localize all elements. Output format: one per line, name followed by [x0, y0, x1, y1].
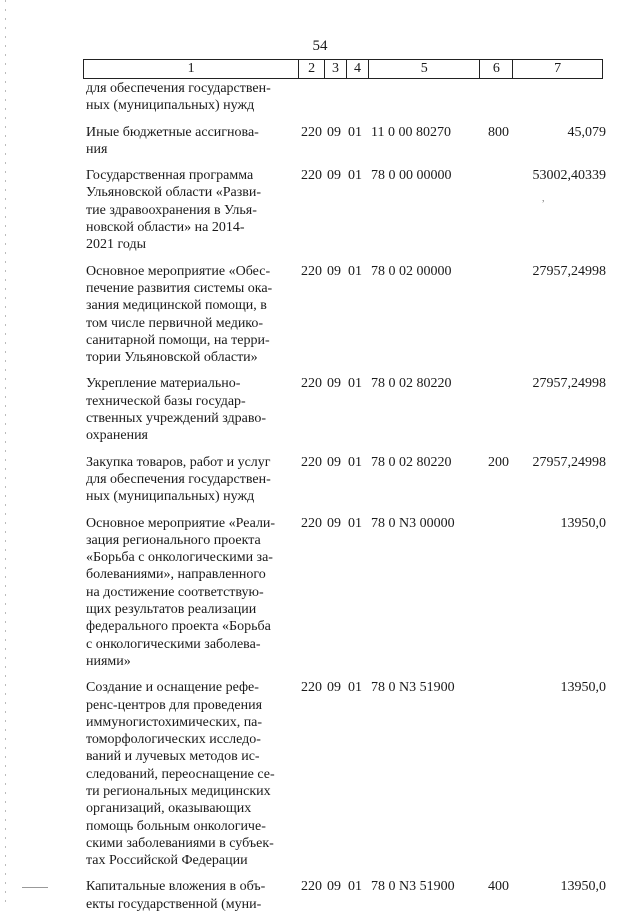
description-line: ственных учреждений здраво- [86, 411, 266, 427]
description-line: тие здравоохранения в Улья- [86, 202, 257, 218]
ministry-code: 220 [301, 515, 322, 531]
description-line: Основное мероприятие «Обес- [86, 263, 271, 279]
description-line: Закупка товаров, работ и услуг [86, 454, 271, 470]
description-line: тах Российской Федерации [86, 853, 248, 869]
subsection-code: 01 [348, 680, 362, 696]
description-line: томорфологических исследо- [86, 732, 261, 748]
row-gap [86, 869, 606, 878]
ministry-code: 220 [301, 680, 322, 696]
table-row [86, 167, 606, 253]
table-row [86, 263, 606, 367]
description-line: для обеспечения государствен- [86, 471, 271, 487]
expense-type-code: 200 [488, 454, 509, 470]
amount: 27957,24998 [532, 454, 606, 470]
description-line: зания медицинской помощи, в [86, 298, 267, 314]
target-article-code: 11 0 00 80270 [371, 124, 451, 140]
section-code: 09 [327, 680, 341, 696]
row-description [86, 124, 298, 159]
amount: 53002,40339 [532, 168, 606, 184]
target-article-code: 78 0 N3 51900 [371, 879, 455, 895]
target-article-code: 78 0 N3 00000 [371, 515, 455, 531]
row-gap [86, 366, 606, 375]
section-code: 09 [327, 168, 341, 184]
target-article-code: 78 0 02 80220 [371, 376, 452, 392]
description-line: «Борьба с онкологическими за- [86, 550, 273, 566]
row-description [86, 878, 298, 913]
section-code: 09 [327, 263, 341, 279]
description-line: Ульяновской области «Разви- [86, 185, 262, 201]
ministry-code: 220 [301, 376, 322, 392]
description-line: ваний и лучевых методов ис- [86, 749, 260, 765]
budget-table-body [86, 80, 606, 913]
description-line: ти региональных медицинских [86, 783, 271, 799]
section-code: 09 [327, 124, 341, 140]
column-number: 3 [325, 60, 347, 78]
description-line: санитарной помощи, на терри- [86, 332, 270, 348]
description-line: Основное мероприятие «Реали- [86, 515, 276, 531]
row-description [86, 167, 298, 253]
page-edge [5, 0, 6, 905]
description-line: ния [86, 141, 108, 157]
description-line: на достижение соответствую- [86, 584, 264, 600]
description-line: 2021 годы [86, 237, 147, 253]
description-line: том числе первичной медико- [86, 315, 264, 331]
ministry-code: 220 [301, 168, 322, 184]
amount: 13950,0 [560, 515, 606, 531]
amount: 27957,24998 [532, 263, 606, 279]
table-row [86, 515, 606, 671]
description-line: печение развития системы ока- [86, 280, 273, 296]
amount: 27957,24998 [532, 376, 606, 392]
table-row [86, 454, 606, 506]
row-description [86, 80, 298, 115]
description-line: ниями» [86, 653, 131, 669]
amount: 45,079 [567, 124, 606, 140]
amount: 13950,0 [560, 879, 606, 895]
section-code: 09 [327, 515, 341, 531]
description-line: технической базы государ- [86, 393, 246, 409]
description-line: для обеспечения государствен- [86, 81, 271, 96]
expense-type-code: 400 [488, 879, 509, 895]
ministry-code: 220 [301, 454, 322, 470]
ministry-code: 220 [301, 124, 322, 140]
description-line: болеваниями», направленного [86, 567, 266, 583]
row-description [86, 375, 298, 444]
subsection-code: 01 [348, 168, 362, 184]
column-number: 1 [84, 60, 299, 78]
description-line: ных (муниципальных) нужд [86, 98, 255, 114]
column-number: 7 [554, 61, 562, 76]
stray-mark: , [542, 193, 545, 204]
row-gap [86, 158, 606, 167]
column-number: 6 [480, 60, 513, 78]
description-line: скими заболеваниями в субъек- [86, 835, 274, 851]
target-article-code: 78 0 00 00000 [371, 168, 452, 184]
target-article-code: 78 0 N3 51900 [371, 680, 455, 696]
target-article-code: 78 0 02 00000 [371, 263, 452, 279]
subsection-code: 01 [348, 124, 362, 140]
description-line: тории Ульяновской области» [86, 350, 258, 366]
subsection-code: 01 [348, 879, 362, 895]
table-row [86, 80, 606, 115]
description-line: щих результатов реализации [86, 602, 257, 618]
row-description [86, 454, 298, 506]
description-line: организаций, оказывающих [86, 801, 252, 817]
table-row [86, 124, 606, 159]
column-number: 4 [347, 60, 369, 78]
row-gap [86, 115, 606, 124]
row-gap [86, 670, 606, 679]
description-line: Иные бюджетные ассигнова- [86, 124, 259, 140]
ministry-code: 220 [301, 879, 322, 895]
table-row [86, 375, 606, 444]
section-code: 09 [327, 879, 341, 895]
table-row [86, 679, 606, 869]
section-code: 09 [327, 376, 341, 392]
page-scan-artifact [22, 887, 48, 888]
subsection-code: 01 [348, 454, 362, 470]
description-line: Капитальные вложения в объ- [86, 879, 266, 895]
description-line: иммуногистохимических, па- [86, 714, 263, 730]
description-line: следований, переоснащение се- [86, 766, 275, 782]
section-code: 09 [327, 454, 341, 470]
description-line: новской области» на 2014- [86, 220, 245, 236]
description-line: федерального проекта «Борьба [86, 619, 271, 635]
amount: 13950,0 [560, 680, 606, 696]
row-gap [86, 445, 606, 454]
row-description [86, 263, 298, 367]
expense-type-code: 800 [488, 124, 509, 140]
subsection-code: 01 [348, 515, 362, 531]
page-number: 54 [312, 38, 328, 54]
ministry-code: 220 [301, 263, 322, 279]
column-number-header [83, 59, 603, 79]
table-row [86, 878, 606, 913]
description-line: Создание и оснащение рефе- [86, 680, 259, 696]
description-line: помощь больным онкологиче- [86, 818, 266, 834]
row-gap [86, 506, 606, 515]
description-line: зация регионального проекта [86, 532, 261, 548]
description-line: ренс-центров для проведения [86, 697, 263, 713]
description-line: Государственная программа [86, 168, 254, 184]
description-line: с онкологическими заболева- [86, 636, 261, 652]
column-number: 2 [299, 60, 325, 78]
description-line: Укрепление материально- [86, 376, 241, 392]
subsection-code: 01 [348, 376, 362, 392]
description-line: екты государственной (муни- [86, 896, 262, 912]
row-description [86, 515, 298, 671]
target-article-code: 78 0 02 80220 [371, 454, 452, 470]
row-description [86, 679, 298, 869]
description-line: ных (муниципальных) нужд [86, 489, 255, 505]
subsection-code: 01 [348, 263, 362, 279]
description-line: охранения [86, 428, 148, 444]
column-number: 5 [369, 60, 481, 78]
row-gap [86, 254, 606, 263]
